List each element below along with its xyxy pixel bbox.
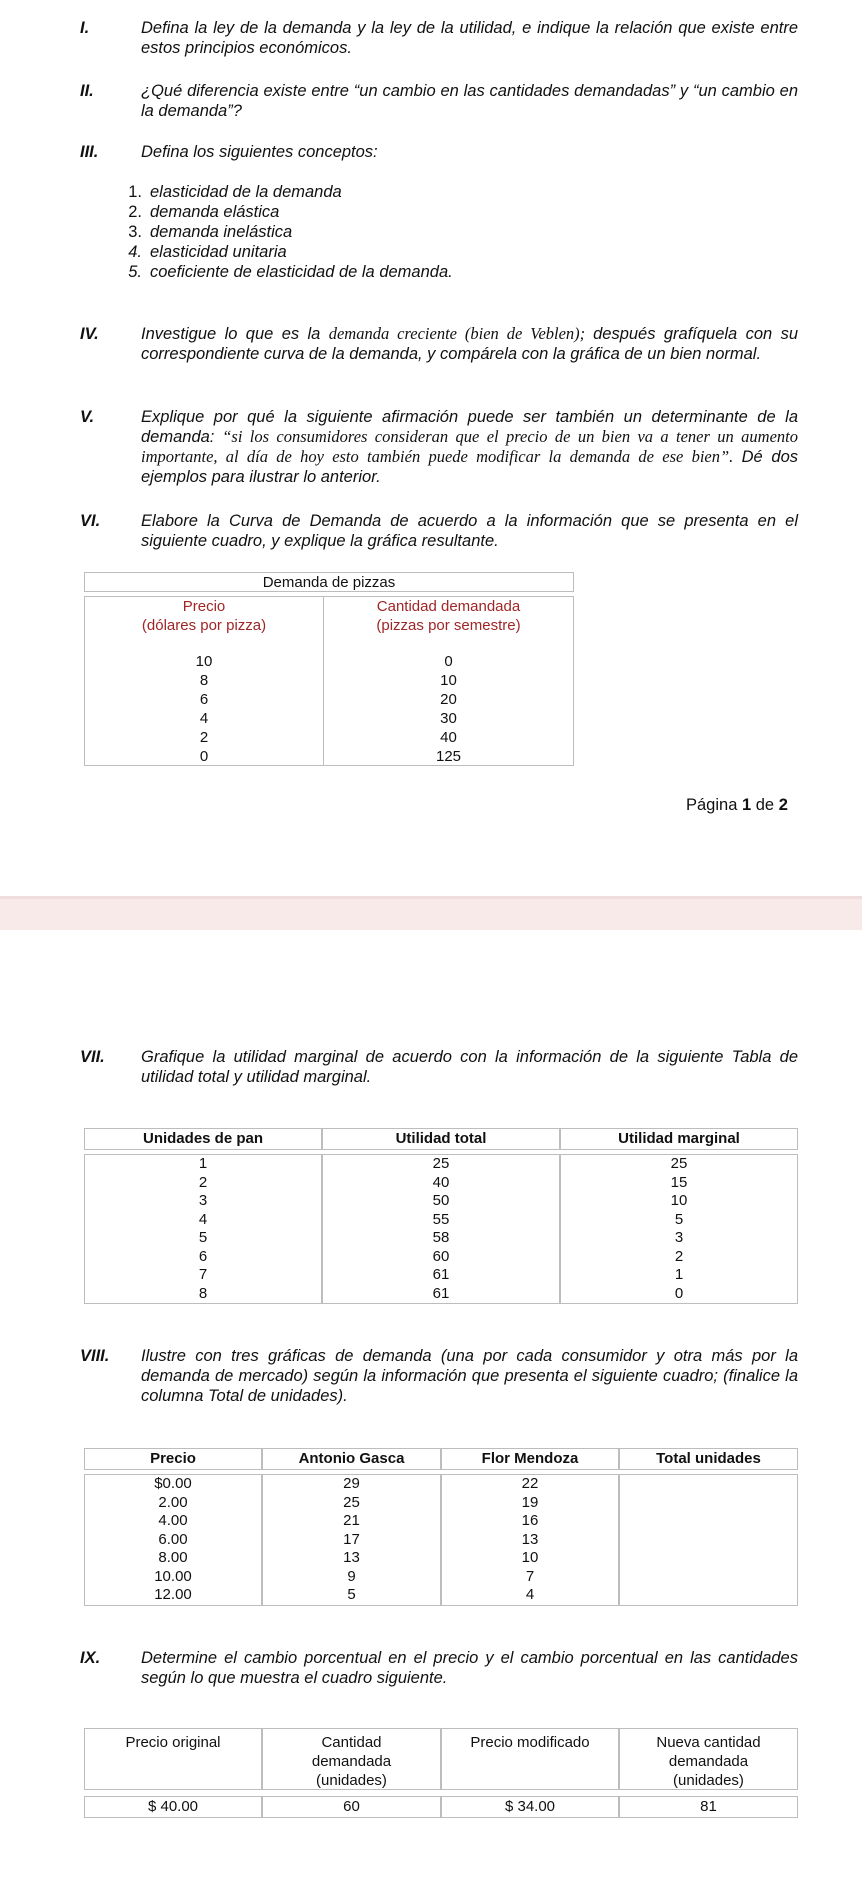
- cell: 13: [521, 1530, 539, 1548]
- pizza-table-title: Demanda de pizzas: [84, 572, 574, 592]
- cell: 55: [432, 1210, 450, 1228]
- cell: 13: [343, 1549, 360, 1566]
- market-price-column: [84, 1474, 262, 1606]
- cell: 16: [521, 1512, 539, 1529]
- question-text: Defina la ley de la demanda y la ley de la utilidad, e indique la relación que existe entre estos principios económicos.: [141, 19, 798, 57]
- total-pages: 2: [778, 796, 788, 814]
- pager-text: Página: [686, 796, 742, 814]
- text-part: después grafíquela con su correspondiente curva de la demanda, y compárela con la gráfica de un bien normal.: [141, 325, 799, 363]
- cell: 8.00: [158, 1549, 188, 1566]
- cell: 61: [432, 1266, 450, 1283]
- list-item: [108, 242, 453, 262]
- list-item: [108, 182, 453, 202]
- question-text: ¿Qué diferencia existe entre “un cambio en las cantidades demandadas” y “un cambio en la demanda”?: [141, 82, 798, 120]
- pct-cell-original-price: $ 40.00: [84, 1796, 262, 1818]
- list-number: 3.: [128, 223, 142, 241]
- question-number: III.: [80, 143, 99, 161]
- cell: 22: [521, 1475, 539, 1492]
- cell: 10.00: [154, 1567, 192, 1585]
- list-item: [108, 262, 453, 282]
- util-marginal-column: [560, 1154, 798, 1304]
- text-part-serif: demanda creciente (bien de Veblen);: [328, 324, 594, 343]
- cell: 6.00: [158, 1530, 188, 1548]
- market-header-antonio: Antonio Gasca: [262, 1448, 441, 1470]
- price-header: Precio: [182, 598, 226, 615]
- util-header-marginal: Utilidad marginal: [560, 1128, 798, 1150]
- util-header-units: Unidades de pan: [84, 1128, 322, 1150]
- pizza-quantity-column: [323, 596, 574, 766]
- cell: 0: [199, 748, 209, 765]
- market-header-total: Total unidades: [619, 1448, 798, 1470]
- text-part: Explique por qué la siguiente afirmación puede ser también un determinante de la demanda:: [141, 408, 798, 446]
- question-number: II.: [80, 82, 94, 100]
- question-text: [141, 407, 798, 487]
- list-text: demanda elástica: [150, 203, 280, 221]
- question-text: [141, 324, 798, 364]
- cell: 4: [198, 1210, 208, 1228]
- pct-header-modified-price: Precio modificado: [441, 1728, 619, 1790]
- quantity-header-unit: (pizzas por semestre): [376, 617, 521, 634]
- list-item: [108, 202, 453, 222]
- price-header-unit: (dólares por pizza): [141, 617, 267, 634]
- cell: 10: [670, 1192, 688, 1209]
- market-total-column: [619, 1474, 798, 1606]
- question-1: [80, 18, 798, 58]
- question-4: [80, 324, 798, 364]
- question-3: [80, 142, 798, 162]
- cell: 25: [670, 1155, 688, 1172]
- cell: 9: [347, 1567, 356, 1585]
- cell: 20: [440, 691, 457, 708]
- page-indicator: [686, 796, 788, 815]
- current-page: 1: [741, 796, 752, 814]
- page-break: [0, 896, 862, 930]
- list-number: 2.: [128, 203, 142, 221]
- cell: 40: [440, 729, 457, 746]
- cell: 5: [198, 1229, 208, 1246]
- cell: 30: [440, 710, 457, 727]
- market-antonio-column: [262, 1474, 441, 1606]
- pager-text: de: [751, 796, 779, 814]
- cell: 4: [199, 710, 209, 727]
- cell: 2: [198, 1173, 208, 1191]
- question-text: Grafique la utilidad marginal de acuerdo con la información de la siguiente Tabla de utilidad total y utilidad marginal.: [141, 1048, 798, 1086]
- question-8: [80, 1346, 798, 1406]
- cell: 1: [674, 1266, 684, 1283]
- question-number: I.: [80, 19, 90, 37]
- list-text: demanda inelástica: [150, 223, 293, 241]
- list-number: 5.: [128, 263, 142, 281]
- question-6: [80, 511, 798, 551]
- util-header-total: Utilidad total: [322, 1128, 560, 1150]
- cell: 10: [521, 1549, 539, 1566]
- cell: 125: [435, 748, 462, 765]
- cell: 7: [198, 1266, 208, 1283]
- cell: 0: [444, 653, 453, 670]
- cell: 4.00: [158, 1512, 188, 1529]
- list-number: 4.: [128, 243, 142, 261]
- price-values: [85, 652, 323, 766]
- util-units-column: [84, 1154, 322, 1304]
- cell: 25: [343, 1493, 360, 1511]
- question-number: VI.: [80, 512, 101, 530]
- question-9: [80, 1648, 798, 1688]
- pct-header-original-price: Precio original: [84, 1728, 262, 1790]
- pct-header-quantity: Cantidad demandada (unidades): [262, 1728, 441, 1790]
- list-text: elasticidad de la demanda: [150, 183, 342, 201]
- cell: 0: [674, 1284, 684, 1302]
- cell: 19: [521, 1493, 539, 1511]
- question-number: VII.: [80, 1048, 105, 1066]
- market-header-price: Precio: [84, 1448, 262, 1470]
- question-7: [80, 1047, 798, 1087]
- cell: 2.00: [158, 1493, 188, 1511]
- cell: 17: [343, 1530, 360, 1548]
- cell: 8: [199, 672, 209, 689]
- cell: 7: [525, 1567, 535, 1585]
- market-flor-column: [441, 1474, 619, 1606]
- question-text: Ilustre con tres gráficas de demanda (una por cada consumidor y otra más por la demanda de mercado) según la información que presenta el siguiente cuadro; (finalice la columna Total de unidades).: [141, 1347, 798, 1405]
- question-2: [80, 81, 798, 121]
- cell: 2: [674, 1247, 684, 1265]
- quantity-header: Cantidad demandada: [376, 598, 521, 615]
- cell: 1: [198, 1155, 208, 1172]
- cell: 29: [343, 1475, 360, 1492]
- cell: 12.00: [154, 1586, 192, 1603]
- cell: 25: [432, 1155, 450, 1172]
- pct-header-new-quantity: Nueva cantidad demandada (unidades): [619, 1728, 798, 1790]
- cell: 50: [432, 1192, 450, 1209]
- question-5: [80, 407, 798, 487]
- text-part: Investigue lo que es la: [141, 325, 329, 343]
- question-number: IX.: [80, 1649, 101, 1667]
- list-text: elasticidad unitaria: [150, 243, 287, 261]
- cell: 40: [432, 1173, 450, 1191]
- cell: $0.00: [154, 1475, 192, 1492]
- util-total-column: [322, 1154, 560, 1304]
- list-number: 1.: [128, 183, 142, 201]
- text-part: Dé dos ejemplos para ilustrar lo anterior.: [141, 448, 799, 486]
- quantity-values: [324, 652, 573, 766]
- concept-list: [108, 182, 453, 282]
- cell: 61: [432, 1284, 450, 1302]
- cell: 6: [199, 691, 209, 708]
- cell: 5: [347, 1586, 356, 1603]
- list-text: coeficiente de elasticidad de la demanda.: [150, 263, 453, 281]
- pct-cell-quantity: 60: [262, 1796, 441, 1818]
- question-text: Elabore la Curva de Demanda de acuerdo a la información que se presenta en el siguiente cuadro, y explique la gráfica resultante.: [141, 512, 798, 550]
- cell: 6: [198, 1247, 208, 1265]
- market-header-flor: Flor Mendoza: [441, 1448, 619, 1470]
- list-item: [108, 222, 453, 242]
- question-text: Determine el cambio porcentual en el precio y el cambio porcentual en las cantidades según lo que muestra el cuadro siguiente.: [141, 1649, 798, 1687]
- cell: 15: [670, 1173, 688, 1191]
- cell: 2: [199, 729, 209, 746]
- question-number: VIII.: [80, 1347, 110, 1365]
- cell: 60: [432, 1247, 450, 1265]
- cell: 58: [432, 1229, 450, 1246]
- cell: 10: [440, 672, 457, 689]
- cell: 4: [525, 1586, 535, 1603]
- cell: 5: [674, 1210, 684, 1228]
- cell: 10: [195, 653, 213, 670]
- pct-cell-new-quantity: 81: [619, 1796, 798, 1818]
- pct-cell-modified-price: $ 34.00: [441, 1796, 619, 1818]
- cell: 8: [198, 1284, 208, 1302]
- question-text: Defina los siguientes conceptos:: [141, 143, 378, 161]
- pizza-price-column: [84, 596, 324, 766]
- cell: 3: [198, 1192, 208, 1209]
- cell: 3: [674, 1229, 684, 1246]
- question-number: V.: [80, 408, 95, 426]
- question-number: IV.: [80, 325, 99, 343]
- cell: 21: [343, 1512, 360, 1529]
- text-part-serif: “si los consumidores consideran que el precio de un bien va a tener un aumento importante, al día de hoy esto también puede modificar la demanda de ese bien”.: [141, 427, 798, 466]
